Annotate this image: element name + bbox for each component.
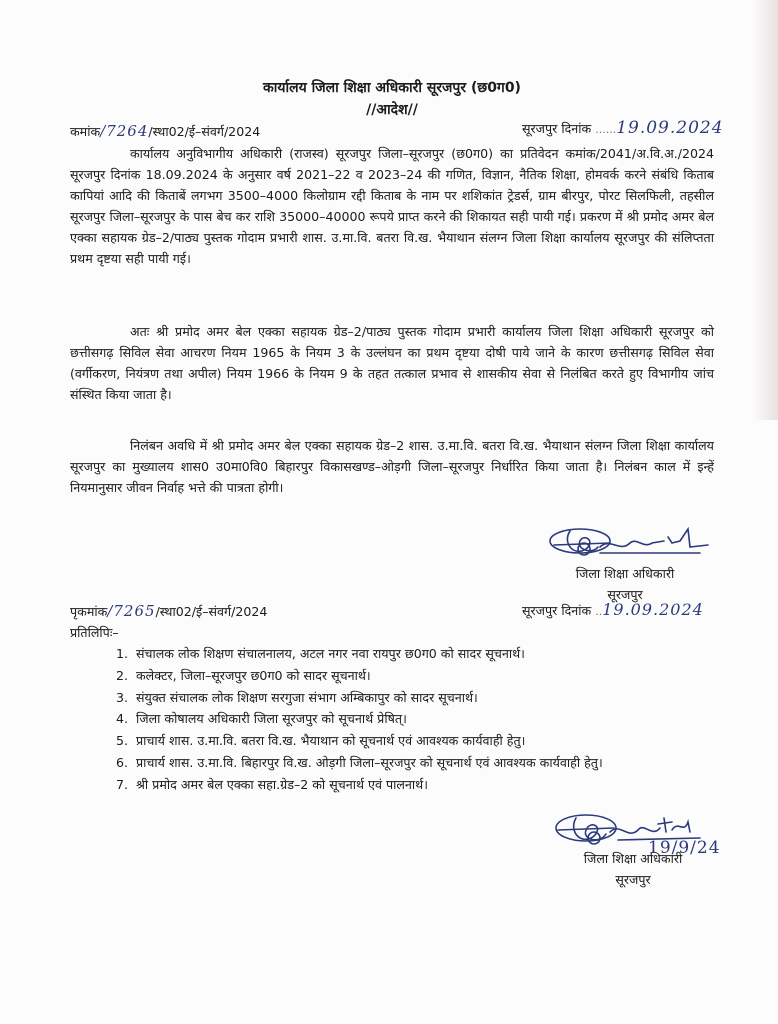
- recipient-list: [70, 643, 714, 796]
- order-heading: //आदेश//: [366, 102, 418, 118]
- copy-to-label: प्रतिलिपिः–: [70, 625, 119, 640]
- order-number-handwritten: 7264: [106, 122, 149, 140]
- signature-1-designation: जिला शिक्षा अधिकारी: [575, 566, 675, 581]
- order-date-handwritten: 19.09.2024: [616, 118, 724, 138]
- recipient-text: जिला कोषालय अधिकारी जिला सूरजपुर को सूचनार्थ प्रेषित्।: [136, 711, 407, 727]
- recipient-number: 6.: [116, 754, 129, 770]
- endorsement-ref-prefix: पृकमांक: [70, 604, 108, 619]
- signature-1-image: [540, 523, 710, 563]
- order-date-label: सूरजपुर दिनांक: [522, 121, 592, 136]
- endorsement-date: सूरजपुर दिनांक ..19.09.2024: [522, 600, 704, 619]
- paragraph-headquarters: निलंबन अवधि में श्री प्रमोद अमर बेल एक्का सहायक ग्रेड–2 शास. उ.मा.वि. बतरा वि.ख. भैयाथान संलग्न जिला शिक्षा कार्यालय सूरजपुर का मुख्यालय शास0 उ0मा0वि0 बिहारपुर विकासखण्ड–ओड़गी जिला–सूरजपुर निर्धारित किया जाता है। निलंबन काल में इन्हें नियमानुसार जीवन निर्वाह भत्ते की पात्रता होगी।: [70, 438, 714, 495]
- endorsement-ref-suffix: /स्था02/ई–संवर्ग/2024: [155, 604, 268, 619]
- signature-2-date-handwritten: 19/9/24: [648, 838, 721, 858]
- recipient-number: 4.: [116, 711, 129, 727]
- recipient-number: 7.: [116, 776, 129, 792]
- recipient-text: श्री प्रमोद अमर बेल एक्का सहा.ग्रेड–2 को सूचनार्थ एवं पालनार्थ।: [136, 776, 428, 792]
- page-edge-shadow: [752, 0, 778, 420]
- paragraph-suspension: अतः श्री प्रमोद अमर बेल एक्का सहायक ग्रेड–2/पाठ्य पुस्तक गोदाम प्रभारी कार्यालय जिला शिक्षा अधिकारी सूरजपुर को छत्तीसगढ़ सिविल सेवा आचरण नियम 1965 के नियम 3 के उल्लंघन का प्रथम दृष्टया दोषी पाये जाने के कारण छत्तीसगढ़ सिविल सेवा (वर्गीकरण, नियंत्रण तथा अपील) नियम 1966 के नियम 9 के तहत तत्काल प्रभाव से शासकीय सेवा से निलंबित करते हुए विभागीय जांच संस्थित किया जाता है।: [70, 324, 714, 402]
- recipient-number: 5.: [116, 733, 129, 749]
- recipient-item: [70, 687, 714, 708]
- recipient-item: [70, 774, 714, 795]
- recipient-number: 3.: [116, 689, 129, 705]
- recipient-text: संचालक लोक शिक्षण संचालनालय, अटल नगर नवा रायपुर छ0ग0 को सादर सूचनार्थ।: [136, 646, 525, 661]
- endorsement-reference: पृकमांक/7265/स्था02/ई–संवर्ग/2024: [70, 602, 268, 620]
- signature-2-designation: जिला शिक्षा अधिकारी: [583, 851, 683, 866]
- signature-block-1: [540, 523, 710, 603]
- endorsement-date-label: सूरजपुर दिनांक: [522, 603, 592, 618]
- signature-1-place: सूरजपुर: [607, 587, 643, 602]
- order-date: सूरजपुर दिनांक ......19.09.2024: [522, 118, 724, 138]
- recipient-text: कलेक्टर, जिला–सूरजपुर छ0ग0 को सादर सूचनार्थ।: [136, 667, 371, 683]
- recipient-text: प्राचार्य शास. उ.मा.वि. बिहारपुर वि.ख. ओड़गी जिला–सूरजपुर को सूचनार्थ एवं आवश्यक कार्यवाही हेतु।: [136, 754, 603, 770]
- order-ref-prefix: कमांक: [70, 124, 101, 139]
- recipient-text: संयुक्त संचालक लोक शिक्षण सरगुजा संभाग अम्बिकापुर को सादर सूचनार्थ।: [136, 689, 478, 705]
- signature-2-place: सूरजपुर: [615, 872, 651, 887]
- recipient-number: 2.: [116, 667, 129, 683]
- endorsement-date-handwritten: 19.09.2024: [602, 600, 704, 619]
- recipient-item: [70, 708, 714, 729]
- endorsement-number-handwritten: 7265: [113, 602, 156, 620]
- signature-block-2: [548, 810, 721, 888]
- recipient-item: [70, 752, 714, 773]
- recipient-number: 1.: [116, 646, 129, 661]
- recipient-item: [70, 730, 714, 751]
- recipient-text: प्राचार्य शास. उ.मा.वि. बतरा वि.ख. भैयाथान को सूचनार्थ एवं आवश्यक कार्यवाही हेतु।: [136, 733, 526, 749]
- office-title: कार्यालय जिला शिक्षा अधिकारी सूरजपुर (छ0ग0): [263, 80, 521, 96]
- recipient-item: [70, 643, 714, 664]
- paragraph-complaint: कार्यालय अनुविभागीय अधिकारी (राजस्व) सूरजपुर जिला–सूरजपुर (छ0ग0) का प्रतिवेदन कमांक/2041/अ.वि.अ./2024 सूरजपुर दिनांक 18.09.2024 के अनुसार वर्ष 2021–22 व 2023–24 की गणित, विज्ञान, नैतिक शिक्षा, होमवर्क करने संबंधि किताब कापियां आदि की किताबें लगभग 3500–4000 किलोग्राम रद्दी किताब के नाम पर शशिकांत ट्रेडर्स, ग्राम बीरपुर, पोरट सिलफिली, तहसील सूरजपुर जिला–सूरजपुर के पास बेच कर राशि 35000–40000 रूपये प्राप्त करने की शिकायत सही पायी गई। प्रकरण में श्री प्रमोद अमर बेल एक्का सहायक ग्रेड–2/पाठ्य पुस्तक गोदाम प्रभारी शास. उ.मा.वि. बतरा वि.ख. भैयाथान संलग्न जिला शिक्षा कार्यालय सूरजपुर की संलिप्तता प्रथम दृष्टया सही पायी गई।: [70, 146, 714, 266]
- recipient-item: [70, 665, 714, 686]
- order-reference: कमांक/7264/स्था02/ई–संवर्ग/2024: [70, 122, 261, 140]
- order-ref-suffix: /स्था02/ई–संवर्ग/2024: [148, 124, 261, 139]
